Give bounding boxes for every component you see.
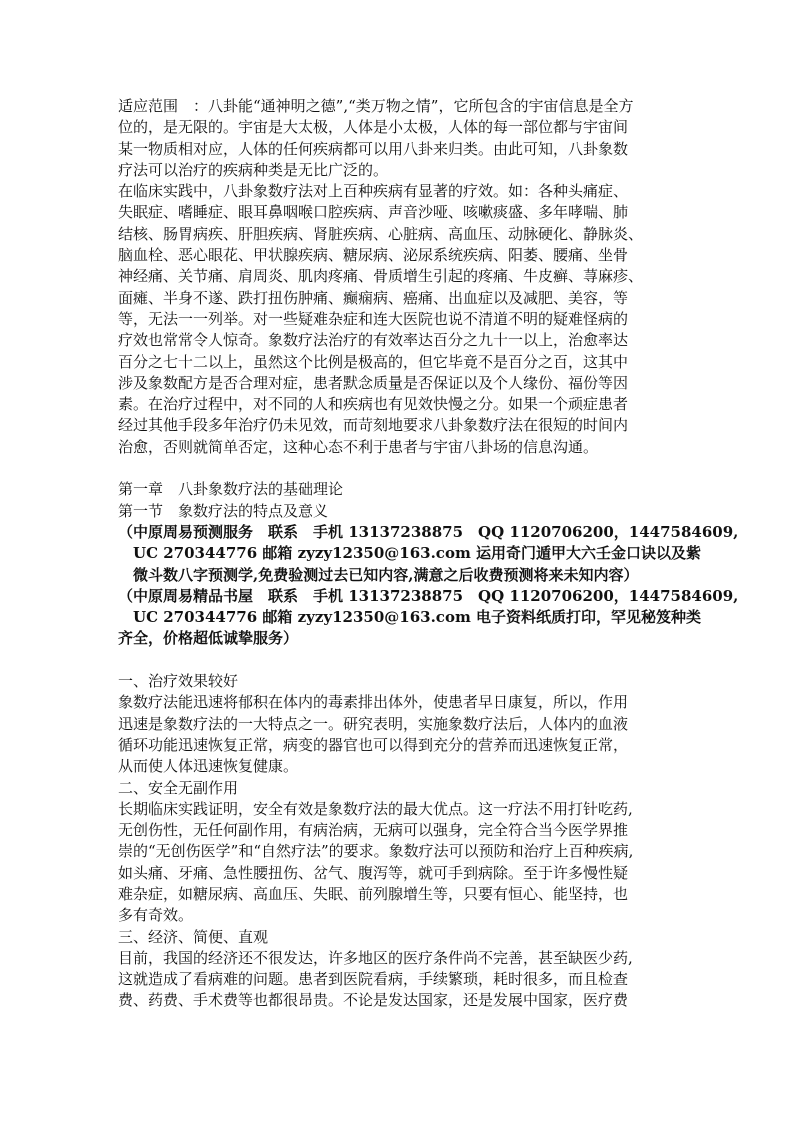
text-line: 疗法可以治疗的疾病种类是无比广泛的。: [118, 160, 389, 179]
notice-line: UC 270344776 邮箱 zyzy12350@163.com 电子资料纸质打印，罕见秘笈种类: [118, 608, 702, 627]
chapter-title: 第一章 八卦象数疗法的基础理论: [118, 480, 344, 499]
subheading: 一、治疗效果较好: [118, 672, 239, 691]
contact-notice: [118, 522, 739, 650]
text-line: 涉及象数配方是否合理对症，患者默念质量是否保证以及个人缘份、福份等因: [118, 373, 629, 392]
text-line: 崇的“无创伤医学”和“自然疗法”的要求。象数疗法可以预防和治疗上百种疾病,: [118, 842, 634, 861]
text-line: 循环功能迅速恢复正常，病变的器官也可以得到充分的营养而迅速恢复正常，: [118, 735, 629, 754]
text-line: 面瘫、半身不遂、跌打扭伤肿痛、癫痫病、癌痛、出血症以及减肥、美容，等: [118, 288, 629, 307]
text-line: 无创伤性，无任何副作用，有病治病，无病可以强身，完全符合当今医学界推: [118, 821, 629, 840]
text-line: 素。在治疗过程中，对不同的人和疾病也有见效快慢之分。如果一个顽症患者: [118, 395, 629, 414]
text-line: 脑血栓、恶心眼花、甲状腺疾病、糖尿病、泌尿系统疾病、阳萎、腰痛、坐骨: [118, 246, 629, 265]
intro-paragraph: [118, 96, 678, 458]
notice-line: UC 270344776 邮箱 zyzy12350@163.com 运用奇门遁甲大六壬金口诀以及紫: [118, 544, 702, 563]
text-line: 如头痛、牙痛、急性腰扭伤、岔气、腹泻等，就可手到病除。至于许多慢性疑: [118, 863, 629, 882]
notice-line: 微斗数八字预测学,免费验测过去已知内容,满意之后收费预测将来未知内容）: [118, 565, 639, 584]
document-page: [118, 96, 739, 1012]
text-line: 百分之七十二以上，虽然这个比例是极高的，但它毕竟不是百分之百，这其中: [118, 352, 629, 371]
section-title: 第一节 象数疗法的特点及意义: [118, 501, 329, 520]
text-line: 适应范围 ：八卦能“通神明之德”,“类万物之情”，它所包含的宇宙信息是全方: [118, 97, 634, 115]
subheading: 三、经济、简便、直观: [118, 927, 269, 946]
text-line: 神经痛、关节痛、肩周炎、肌肉疼痛、骨质增生引起的疼痛、牛皮癣、荨麻疹、: [118, 267, 644, 286]
text-line: 长期临床实践证明，安全有效是象数疗法的最大优点。这一疗法不用打针吃药,: [118, 799, 633, 818]
text-line: 难杂症，如糖尿病、高血压、失眠、前列腺增生等，只要有恒心、能坚持，也: [118, 884, 629, 903]
text-line: 这就造成了看病难的问题。患者到医院看病，手续繁琐，耗时很多，而且检查: [118, 970, 629, 989]
text-line: 迅速是象数疗法的一大特点之一。研究表明，实施象数疗法后，人体内的血液: [118, 714, 629, 733]
text-line: 疗效也常常令人惊奇。象数疗法治疗的有效率达百分之九十一以上，治愈率达: [118, 331, 629, 350]
spacer: [118, 650, 678, 671]
text-line: 象数疗法能迅速将郁积在体内的毒素排出体外，使患者早日康复，所以，作用: [118, 693, 629, 712]
text-line: 等，无法一一列举。对一些疑难杂症和连大医院也说不清道不明的疑难怪病的: [118, 309, 629, 328]
notice-line: 齐全，价格超低诚挚服务）: [118, 629, 299, 648]
notice-line: （中原周易精品书屋 联系 手机 13137238875 QQ 1120706200，1447584609,: [118, 586, 739, 605]
subheading: 二、安全无副作用: [118, 778, 239, 797]
body-text: [118, 671, 678, 1012]
text-line: 目前，我国的经济还不很发达，许多地区的医疗条件尚不完善，甚至缺医少药,: [118, 948, 633, 967]
text-line: 费、药费、手术费等也都很昂贵。不论是发达国家，还是发展中国家，医疗费: [118, 991, 629, 1010]
text-line: 经过其他手段多年治疗仍未见效，而苛刻地要求八卦象数疗法在很短的时间内: [118, 416, 629, 435]
text-line: 位的，是无限的。宇宙是大太极，人体是小太极，人体的每一部位都与宇宙间: [118, 118, 629, 137]
text-line: 多有奇效。: [118, 906, 194, 925]
text-line: 失眠症、嗜睡症、眼耳鼻咽喉口腔疾病、声音沙哑、咳嗽痰盛、多年哮喘、肺: [118, 203, 629, 222]
notice-line: （中原周易预测服务 联系 手机 13137238875 QQ 1120706200，1447584609,: [118, 522, 739, 541]
text-line: 结核、肠胃病疾、肝胆疾病、肾脏疾病、心脏病、高血压、动脉硬化、静脉炎、: [118, 224, 644, 243]
text-line: 从而使人体迅速恢复健康。: [118, 757, 299, 776]
text-line: 治愈，否则就简单否定，这种心态不利于患者与宇宙八卦场的信息沟通。: [118, 437, 599, 456]
text-line: 某一物质相对应，人体的任何疾病都可以用八卦来归类。由此可知，八卦象数: [118, 139, 629, 158]
spacer: [118, 458, 678, 479]
text-line: 在临床实践中，八卦象数疗法对上百种疾病有显著的疗效。如：各种头痛症、: [118, 182, 629, 201]
